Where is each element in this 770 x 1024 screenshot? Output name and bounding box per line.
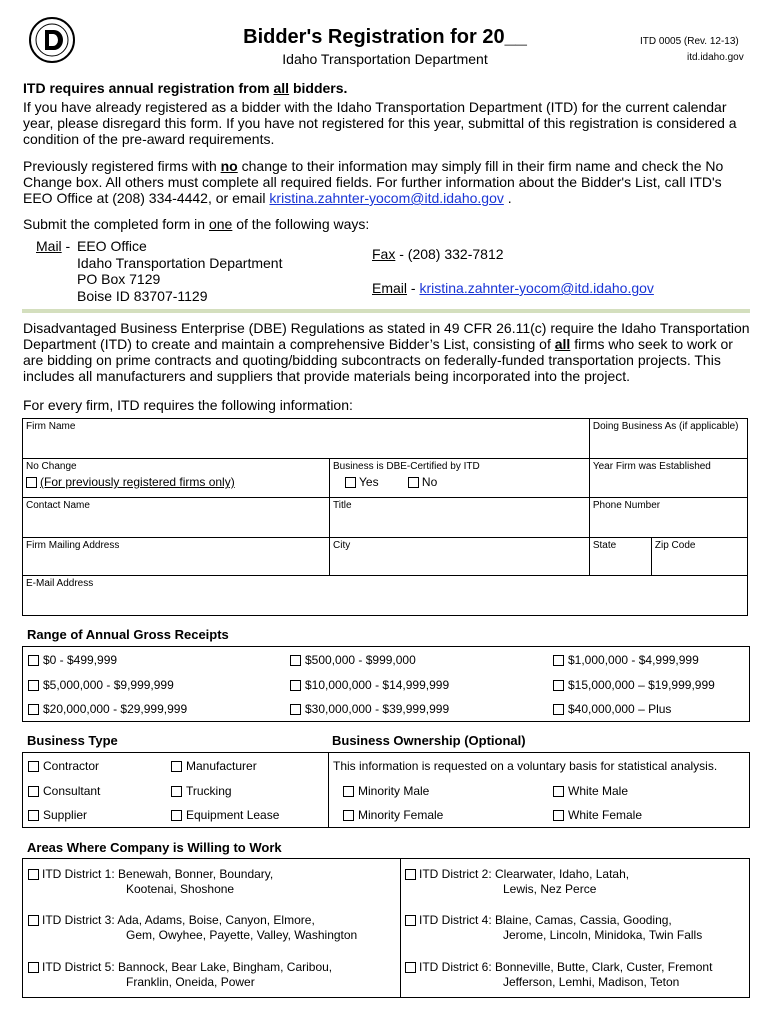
receipts-option[interactable]: $15,000,000 – $19,999,999 <box>553 678 715 692</box>
business-type-option[interactable]: Contractor <box>28 759 99 773</box>
fax-info: Fax - (208) 332-7812 <box>372 246 504 262</box>
website: itd.idaho.gov <box>687 52 744 63</box>
receipts-option[interactable]: $1,000,000 - $4,999,999 <box>553 653 699 667</box>
receipts-option[interactable]: $500,000 - $999,000 <box>290 653 416 667</box>
business-type-option[interactable]: Supplier <box>28 808 87 822</box>
form-title: Bidder's Registration for 20__ <box>243 26 527 48</box>
receipts-heading: Range of Annual Gross Receipts <box>27 627 229 642</box>
contact-name-field[interactable]: Contact Name <box>23 498 330 538</box>
district-option[interactable]: ITD District 6: Bonneville, Butte, Clark, Custer, Fremont Jefferson, Lemhi, Madison, Teton <box>405 960 712 990</box>
section-divider-line <box>328 753 329 827</box>
ownership-heading: Business Ownership (Optional) <box>332 733 526 748</box>
phone-field[interactable]: Phone Number <box>589 498 747 538</box>
dbe-certified-cell: Business is DBE-Certified by ITD Yes No <box>330 459 590 498</box>
dba-field[interactable]: Doing Business As (if applicable) <box>589 419 747 459</box>
business-type-option[interactable]: Manufacturer <box>171 759 257 773</box>
email-info: Email - kristina.zahnter-yocom@itd.idaho.gov <box>372 280 654 296</box>
submit-email-link[interactable]: kristina.zahnter-yocom@itd.idaho.gov <box>419 280 654 296</box>
ownership-option[interactable]: Minority Female <box>343 808 443 822</box>
no-change-paragraph: Previously registered firms with no change to their information may simply fill in their firm name and check the No Change box. All others must complete all required fields. For further information about the Bidder's List, call ITD's EEO Office at (208) 334-4442, or email kristina.zahnter-yocom@itd.idaho.gov . <box>23 158 724 206</box>
district-option[interactable]: ITD District 3: Ada, Adams, Boise, Canyon, Elmore, Gem, Owyhee, Payette, Valley, Washington <box>28 913 357 943</box>
business-section <box>22 752 750 828</box>
receipts-section <box>22 646 750 722</box>
intro-paragraph: If you have already registered as a bidder with the Idaho Transportation Department (ITD) for the current calendar year, please disregard this form. If you have not registered for this year, submittal of this registration is considered a condition of the pre-award requirements. <box>23 99 737 147</box>
zip-field[interactable]: Zip Code <box>651 538 747 576</box>
ownership-option[interactable]: White Male <box>553 784 628 798</box>
district-option[interactable]: ITD District 2: Clearwater, Idaho, Latah, Lewis, Nez Perce <box>405 867 629 897</box>
business-type-option[interactable]: Consultant <box>28 784 100 798</box>
submit-instructions: Submit the completed form in one of the following ways: <box>23 216 370 232</box>
district-option[interactable]: ITD District 1: Benewah, Bonner, Boundary, Kootenai, Shoshone <box>28 867 273 897</box>
department-name: Idaho Transportation Department <box>282 51 488 67</box>
city-field[interactable]: City <box>330 538 590 576</box>
dbe-yes-checkbox[interactable] <box>345 477 356 488</box>
year-established-field[interactable]: Year Firm was Established <box>589 459 747 498</box>
section-divider <box>22 309 750 313</box>
ownership-option[interactable]: Minority Male <box>343 784 429 798</box>
business-type-option[interactable]: Equipment Lease <box>171 808 279 822</box>
annual-requirement: ITD requires annual registration from all bidders. <box>23 80 348 96</box>
mail-label: Mail - <box>36 238 71 254</box>
form-number: ITD 0005 (Rev. 12-13) <box>640 36 739 47</box>
title-field[interactable]: Title <box>330 498 590 538</box>
no-change-cell: No Change (For previously registered firms only) <box>23 459 330 498</box>
receipts-option[interactable]: $20,000,000 - $29,999,999 <box>28 702 187 716</box>
district-option[interactable]: ITD District 5: Bannock, Bear Lake, Bingham, Caribou, Franklin, Oneida, Power <box>28 960 332 990</box>
ownership-note: This information is requested on a voluntary basis for statistical analysis. <box>333 759 718 773</box>
mail-address: EEO Office Idaho Transportation Department PO Box 7129 Boise ID 83707-1129 <box>77 238 283 304</box>
every-firm-note: For every firm, ITD requires the following information: <box>23 397 353 413</box>
receipts-option[interactable]: $0 - $499,999 <box>28 653 117 667</box>
business-type-heading: Business Type <box>27 733 118 748</box>
receipts-option[interactable]: $10,000,000 - $14,999,999 <box>290 678 449 692</box>
receipts-option[interactable]: $5,000,000 - $9,999,999 <box>28 678 174 692</box>
email-field[interactable]: E-Mail Address <box>23 576 748 616</box>
dbe-no-checkbox[interactable] <box>408 477 419 488</box>
dbe-paragraph: Disadvantaged Business Enterprise (DBE) Regulations as stated in 49 CFR 26.11(c) require the Idaho Transportation Department (ITD) to create and maintain a comprehensive Bidder’s List, consisting of all firms who seek to work or are bidding on prime contracts and quoting/bidding subcontracts on federally-funded transportation projects. This includes all manufacturers and suppliers that provide materials being incorporated into the project. <box>23 320 750 384</box>
mailing-address-field[interactable]: Firm Mailing Address <box>23 538 330 576</box>
firm-name-field[interactable]: Firm Name <box>23 419 590 459</box>
ownership-option[interactable]: White Female <box>553 808 642 822</box>
areas-section <box>22 858 750 998</box>
section-divider-line <box>400 859 401 997</box>
eeo-email-link[interactable]: kristina.zahnter-yocom@itd.idaho.gov <box>269 190 504 206</box>
receipts-option[interactable]: $40,000,000 – Plus <box>553 702 671 716</box>
no-change-checkbox[interactable] <box>26 477 37 488</box>
district-option[interactable]: ITD District 4: Blaine, Camas, Cassia, Gooding, Jerome, Lincoln, Minidoka, Twin Falls <box>405 913 702 943</box>
business-type-option[interactable]: Trucking <box>171 784 232 798</box>
receipts-option[interactable]: $30,000,000 - $39,999,999 <box>290 702 449 716</box>
areas-heading: Areas Where Company is Willing to Work <box>27 840 282 855</box>
state-field[interactable]: State <box>589 538 651 576</box>
firm-info-table <box>22 418 748 616</box>
